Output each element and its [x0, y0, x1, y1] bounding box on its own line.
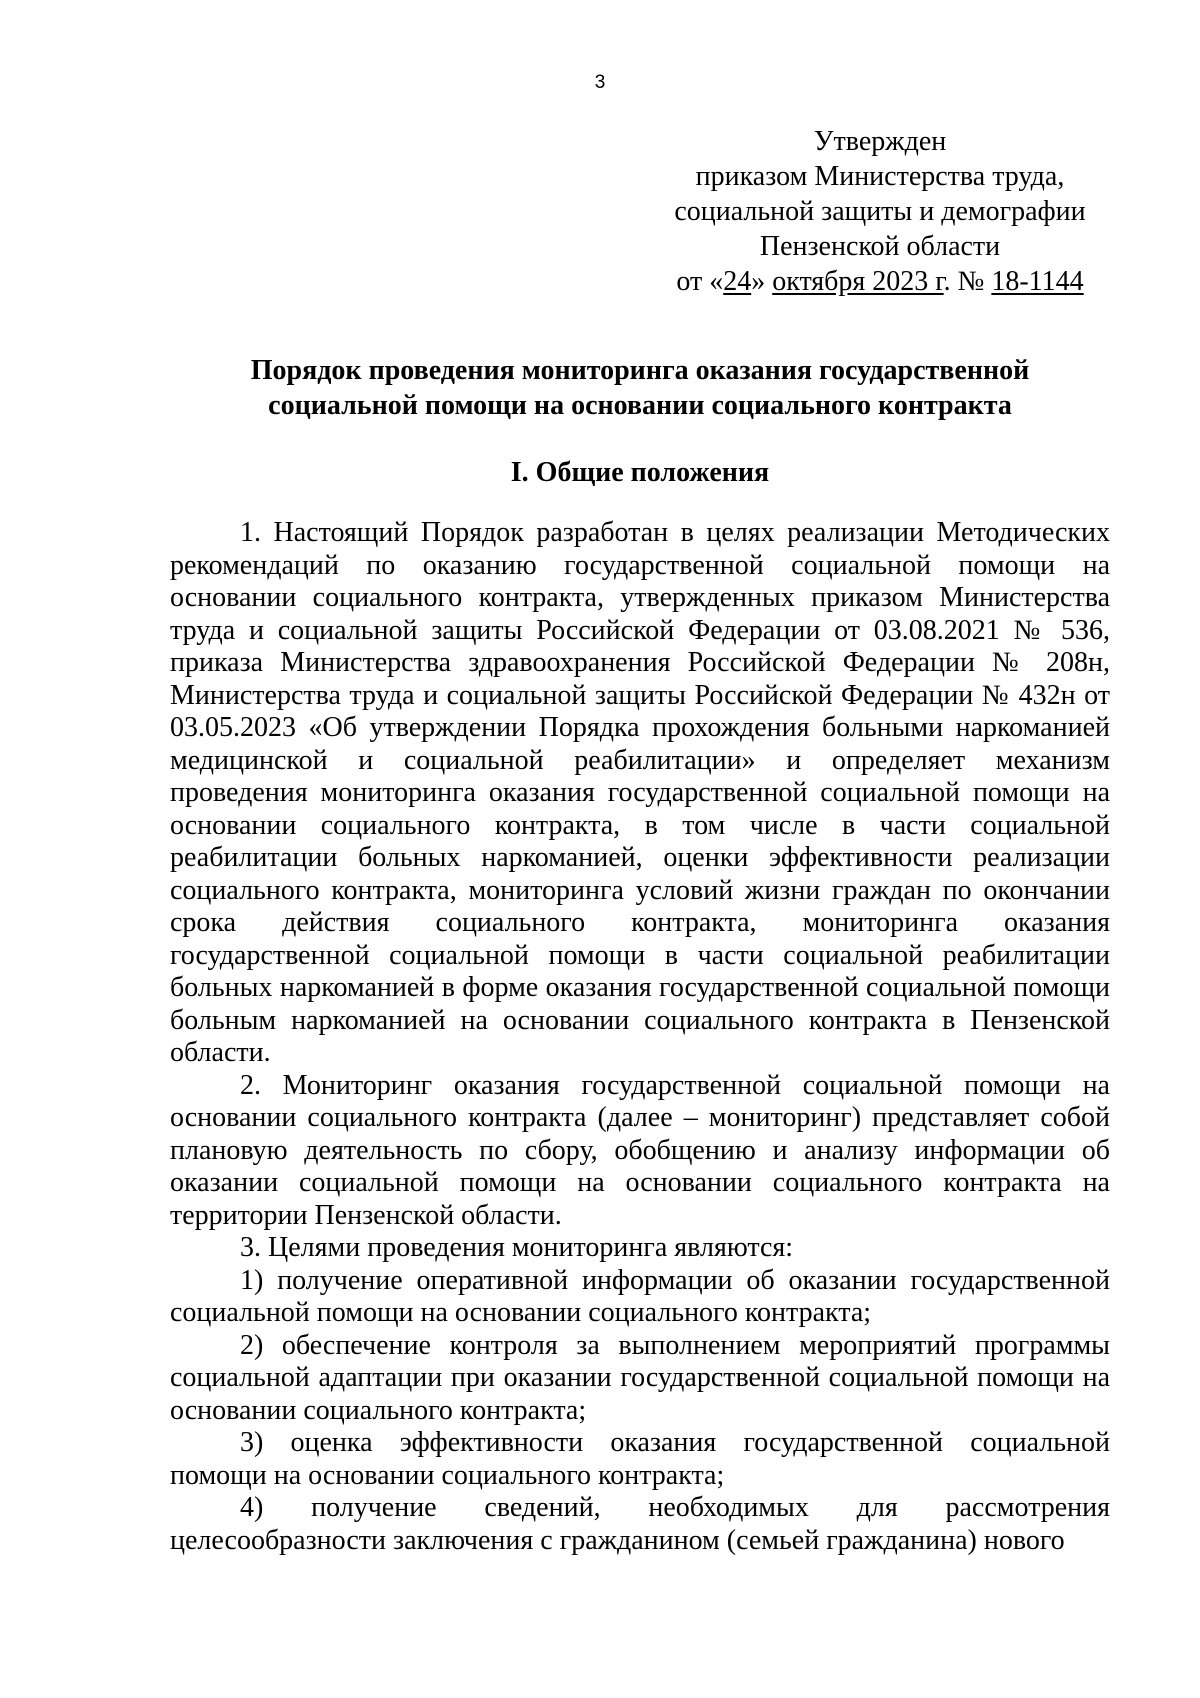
approval-block — [640, 124, 1120, 299]
document-title — [170, 353, 1110, 423]
order-number: 18-1144 — [991, 266, 1084, 297]
section-heading: I. Общие положения — [510, 457, 770, 488]
paragraph-1: 1. Настоящий Порядок разработан в целях реализации Методических рекомендаций по оказанию государственной социальной помощи на основании социального контракта, утвержденных приказом Министерства труда и социальной защиты Российской Федерации от 03.08.2021 № 536, приказа Министерства здравоохранения Российской Федерации № 208н, Министерства труда и социальной защиты Российской Федерации № 432н от 03.05.2023 «Об утверждении Порядка прохождения больными наркоманией медицинской и социальной реабилитации» и определяет механизм проведения мониторинга оказания государственной социальной помощи на основании социального контракта, в том числе в части социальной реабилитации больных наркоманией, оценки эффективности реализации социального контракта, мониторинга условий жизни граждан по окончании срока действия социального контракта, мониторинга оказания государственной социальной помощи в части социальной реабилитации больных наркоманией в форме оказания государственной социальной помощи больным наркоманией на основании социального контракта в Пензенской области. — [170, 517, 1110, 1068]
list-item-3: 3) оценка эффективности оказания государственной социальной помощи на основании социального контракта; — [170, 1427, 1110, 1491]
date-prefix: от « — [676, 266, 724, 297]
body-text — [170, 517, 1110, 1557]
title-line: социальной помощи на основании социального контракта — [268, 390, 1012, 421]
paragraph-2: 2. Мониторинг оказания государственной социальной помощи на основании социального контракта (далее – мониторинг) представляет собой плановую деятельность по сбору, обобщению и анализу информации об оказании социальной помощи на основании социального контракта на территории Пензенской области. — [170, 1069, 1110, 1231]
paragraph-3: 3. Целями проведения мониторинга являются: — [240, 1232, 794, 1263]
list-item-2: 2) обеспечение контроля за выполнением мероприятий программы социальной адаптации при оказании государственной социальной помощи на основании социального контракта; — [170, 1329, 1110, 1426]
approval-date-line — [640, 264, 1120, 299]
list-item-1: 1) получение оперативной информации об оказании государственной социальной помощи на основании социального контракта; — [170, 1264, 1110, 1328]
order-day: 24 — [723, 266, 752, 297]
approval-line: социальной защиты и демографии — [674, 196, 1086, 227]
page-number: 3 — [594, 72, 606, 93]
date-suffix: . № — [943, 266, 992, 297]
order-month-year: октября 2023 г — [772, 266, 944, 297]
approval-line: Пензенской области — [759, 231, 1001, 262]
list-item-4: 4) получение сведений, необходимых для рассмотрения целесообразности заключения с гражданином (семьей гражданина) нового — [170, 1492, 1110, 1556]
title-line: Порядок проведения мониторинга оказания государственной — [250, 355, 1030, 386]
date-mid: » — [751, 266, 773, 297]
approval-line: Утвержден — [813, 126, 947, 157]
approval-line: приказом Министерства труда, — [695, 161, 1065, 192]
